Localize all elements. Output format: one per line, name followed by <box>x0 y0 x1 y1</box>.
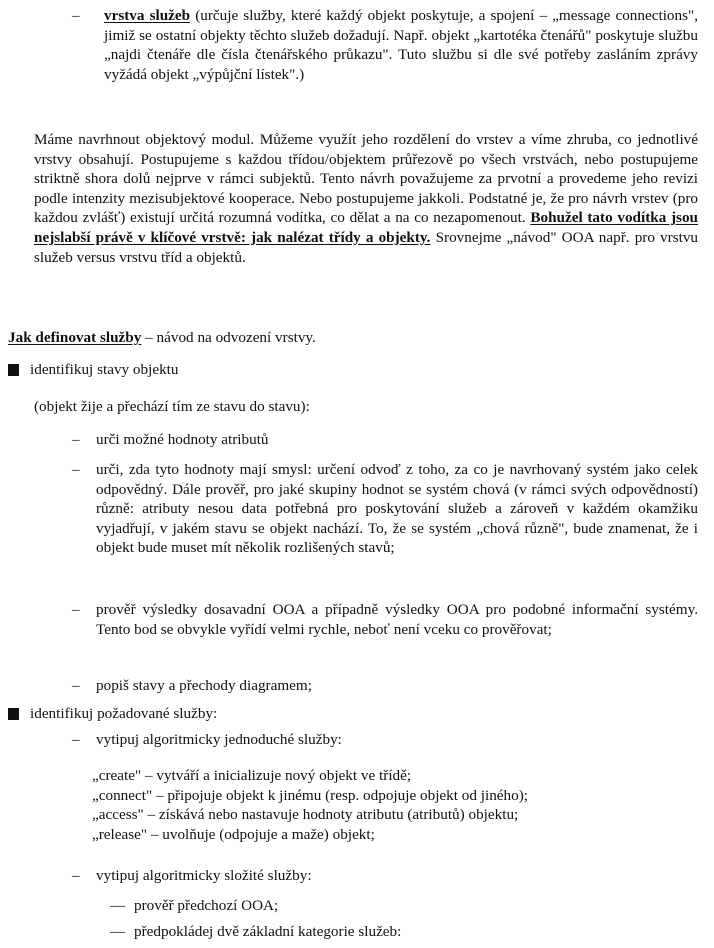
step1-item: urči možné hodnoty atributů <box>96 431 269 448</box>
simple-services-title: vytipuj algoritmicky jednoduché služby: <box>96 731 342 748</box>
complex-service-item: prověř předchozí OOA; <box>134 897 279 914</box>
section-heading-rest: – návod na odvození vrstvy. <box>145 329 316 346</box>
service-access: „access" – získává nebo nastavuje hodnoty atributu (atributů) objektu; <box>92 806 519 824</box>
list-dash: – <box>72 7 80 24</box>
step1-label: identifikuj stavy objektu <box>30 361 179 378</box>
list-dash: – <box>72 431 80 448</box>
list-dash: – <box>72 731 80 748</box>
service-connect: „connect" – připojuje objekt k jinému (resp. odpojuje objekt od jiného); <box>92 786 528 804</box>
service-release: „release" – uvolňuje (odpojuje a maže) objekt; <box>92 825 375 843</box>
list-dash: — <box>110 897 126 914</box>
service-create: „create" – vytváří a inicializuje nový objekt ve třídě; <box>92 767 412 784</box>
intro-item-term: vrstva služeb <box>104 7 191 24</box>
list-dash: – <box>72 677 80 694</box>
complex-services-title: vytipuj algoritmicky složité služby: <box>96 867 312 884</box>
step1-note: (objekt žije a přechází tím ze stavu do stavu): <box>34 398 310 415</box>
step1-item: popiš stavy a přechody diagramem; <box>96 677 312 694</box>
list-dash: — <box>110 923 126 940</box>
paragraph-text-after: Srovnejme „návod" OOA např. pro vrstvu služeb versus vrstvu tříd a objektů. <box>34 228 699 266</box>
paragraph-emphasis: Bohužel tato vodítka jsou nejslabší právě v klíčové vrstvě: jak nalézat třídy a objekty. <box>34 209 699 246</box>
intro-item-body: (určuje služby, které každý objekt poskytuje, a spojení – „message connections", jimiž se ostatní objekty těchto služeb dožadují. Např. objekt „kartotéka čtenářů" poskytuje službu „najdi čtenáře dle čísla čtenářského průkazu". Tuto službu si dle své potřeby zasláním zprávy vyžádá objekt „výpůjční lístek".) <box>104 7 699 83</box>
main-paragraph <box>34 130 698 267</box>
intro-item-text <box>104 6 698 84</box>
bullet-square-icon <box>8 364 19 376</box>
list-dash: – <box>72 867 80 884</box>
list-dash: – <box>72 601 80 618</box>
step1-item: urči, zda tyto hodnoty mají smysl: určení odvoď z toho, za co je navrhovaný systém jako celek odpovědný. Dále prověř, pro jaké skupiny hodnot se systém chová (v rámci svých odpovědností) různě: atributy nesou data potřebná pro poskytování služeb a zároveň v každém okamžiku vyjadřují, v jakém stavu se objekt nachází. To, že se systém „chová různě", bude znamenat, že i objekt bude muset mít několik rozlišených stavů; <box>96 461 698 557</box>
simple-services-list <box>92 766 698 844</box>
list-dash: – <box>72 461 80 478</box>
step2-label: identifikuj požadované služby: <box>30 705 218 722</box>
section-heading-line <box>8 328 698 348</box>
step1-item: prověř výsledky dosavadní OOA a případně výsledky OOA pro podobné informační systémy. Tento bod se obvykle vyřídí velmi rychle, neboť není vceku co prověřovat; <box>96 601 698 638</box>
bullet-square-icon <box>8 708 19 720</box>
section-heading: Jak definovat služby <box>8 329 142 346</box>
paragraph-text: Máme navrhnout objektový modul. Můžeme využít jeho rozdělení do vrstev a víme zhruba, co jednotlivé vrstvy obsahují. Postupujeme s každou třídou/objektem průřezově po všech vrstvách, nebo postupujeme striktně shora dolů nejprve v rámci subjektů. Tento návrh považujeme za prvotní a provedeme jeho revizi podle intenzity mezisubjektové kooperace. Nebo postupujeme jakkoli. Podstatné je, že pro návrh vrstev (pro každou zvlášť) existují určitá rozumná vodítka, co dělat a na co nezapomenout. <box>34 131 698 227</box>
complex-service-item: předpokládej dvě základní kategorie služeb: <box>134 923 402 940</box>
